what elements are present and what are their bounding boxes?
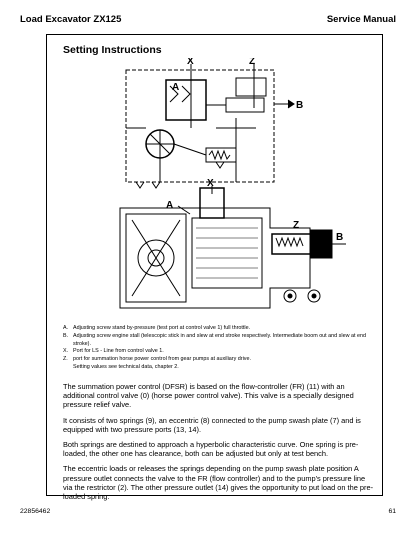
manual-type: Service Manual bbox=[326, 14, 396, 25]
label-x-lower: X bbox=[207, 178, 214, 189]
legend-item-z: Z. port for summation horse power control from gear pumps at auxiliary drive. bbox=[63, 356, 251, 363]
label-z-lower: Z bbox=[293, 220, 300, 231]
manual-title: Load Excavator ZX125 bbox=[20, 14, 122, 25]
label-z-upper: Z bbox=[249, 58, 256, 67]
legend-note: Setting values see technical data, chapter 2. bbox=[73, 363, 179, 370]
label-x-upper: X bbox=[187, 58, 194, 67]
page-header bbox=[20, 14, 396, 30]
page-number: 61 bbox=[388, 508, 396, 515]
figure-legend bbox=[63, 325, 375, 372]
label-a-upper: A bbox=[172, 82, 180, 93]
document-number: 22856462 bbox=[20, 508, 51, 515]
label-b-lower: B bbox=[336, 232, 344, 243]
pump-cutaway bbox=[120, 186, 346, 308]
pump-figure bbox=[96, 58, 356, 320]
label-a-lower: A bbox=[166, 200, 174, 211]
paragraph: Both springs are destined to approach a hyperbolic characteristic curve. One spring is pre-loaded, the other one has clearance, both can be adjusted but only at test bench. bbox=[63, 440, 359, 459]
paragraph: The eccentric loads or releases the springs depending on the pump swash plate position A pressure outlet connects the valve to the FR (flow controller) and to the pump's pressure line via the restrictor (2). The other pressure outlet (14) gives the opportunity to put load on the pre-loaded spring. bbox=[63, 464, 374, 502]
label-b-upper: B bbox=[296, 100, 304, 111]
paragraph: It consists of two springs (9), an eccentric (8) connected to the pump swash plate (7) and is equipped with two pressure ports (13, 14). bbox=[63, 415, 361, 434]
legend-item-b: B. Adjusting screw engine stall (telescopic stick in and slew at end stroke respectively. Intermediate boom out and slew at end stroke). bbox=[63, 332, 366, 347]
section-title: Setting Instructions bbox=[63, 44, 162, 56]
legend-item-a: A. Adjusting screw stand by-pressure (test port at control valve 1) full throttle. bbox=[63, 325, 251, 331]
legend-item-x: X. Port for LS - Line from control valve 1. bbox=[63, 348, 164, 355]
body-text bbox=[63, 382, 375, 507]
paragraph: The summation power control (DFSR) is based on the flow-controller (FR) (11) with an additional control valve (0) (horse power control valve). This valve is a specially designed pressure relief valve. bbox=[63, 382, 354, 410]
hydraulic-schematic bbox=[126, 64, 294, 188]
